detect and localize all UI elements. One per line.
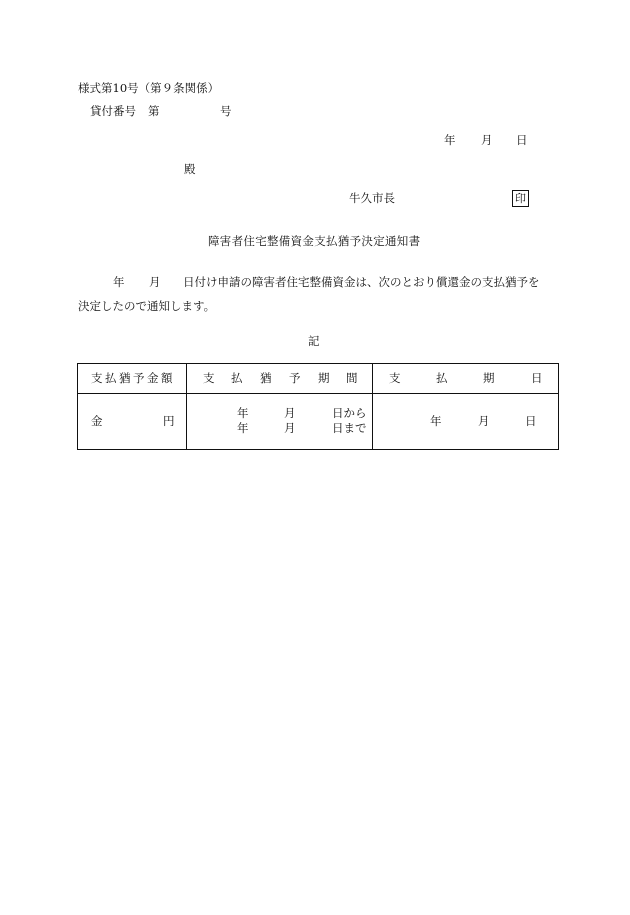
amount-kin: 金	[91, 414, 103, 428]
body-month: 月	[149, 275, 161, 289]
body-text-line2: 決定したので通知します。	[78, 299, 216, 313]
body-text-line1: 日付け申請の障害者住宅整備資金は、次のとおり償還金の支払猶予を	[183, 275, 540, 289]
header-due-cell	[373, 364, 559, 394]
issue-date-year: 年	[444, 133, 456, 147]
ki-marker: 記	[308, 334, 320, 348]
table-header-row	[78, 364, 559, 394]
period-to-day: 日まで	[332, 421, 367, 435]
form-number: 様式第10号（第９条関係）	[78, 81, 220, 95]
header-due-char: 日	[531, 371, 543, 385]
document-title: 障害者住宅整備資金支払猶予決定通知書	[208, 234, 421, 248]
issue-date-month: 月	[481, 133, 493, 147]
period-from-year: 年	[237, 406, 249, 420]
addressee-honorific: 殿	[184, 162, 196, 176]
header-period-char: 支	[203, 371, 215, 385]
header-amount-char: 金	[147, 371, 159, 385]
header-period-char: 払	[231, 371, 243, 385]
header-period-char: 予	[289, 371, 301, 385]
loan-number-suffix: 号	[220, 104, 232, 118]
issue-date-day: 日	[516, 133, 528, 147]
header-period-char: 間	[346, 371, 358, 385]
due-year: 年	[430, 414, 442, 428]
period-cell	[187, 394, 373, 450]
header-period-char: 期	[318, 371, 330, 385]
header-amount-char: 払	[105, 371, 117, 385]
loan-number-label: 貸付番号	[90, 104, 136, 118]
header-period-cell	[187, 364, 373, 394]
due-cell	[373, 394, 559, 450]
header-amount-cell	[78, 364, 187, 394]
grace-table	[77, 363, 559, 450]
header-amount-char: 猶	[119, 371, 131, 385]
loan-number-prefix: 第	[148, 104, 160, 118]
amount-en: 円	[163, 414, 175, 428]
header-due-char: 払	[436, 371, 448, 385]
due-month: 月	[478, 414, 490, 428]
table-data-row	[78, 394, 559, 450]
period-to-year: 年	[237, 421, 249, 435]
header-amount-char: 支	[91, 371, 103, 385]
seal-stamp: 印	[512, 190, 529, 207]
period-from-month: 月	[284, 406, 296, 420]
period-to-month: 月	[284, 421, 296, 435]
header-period-char: 猶	[260, 371, 272, 385]
issuer-name: 牛久市長	[349, 191, 395, 205]
due-day: 日	[525, 414, 537, 428]
header-due-char: 支	[389, 371, 401, 385]
header-due-char: 期	[483, 371, 495, 385]
body-year: 年	[113, 275, 125, 289]
amount-cell	[78, 394, 187, 450]
period-from-day: 日から	[332, 406, 367, 420]
header-amount-char: 額	[161, 371, 173, 385]
header-amount-char: 予	[133, 371, 145, 385]
